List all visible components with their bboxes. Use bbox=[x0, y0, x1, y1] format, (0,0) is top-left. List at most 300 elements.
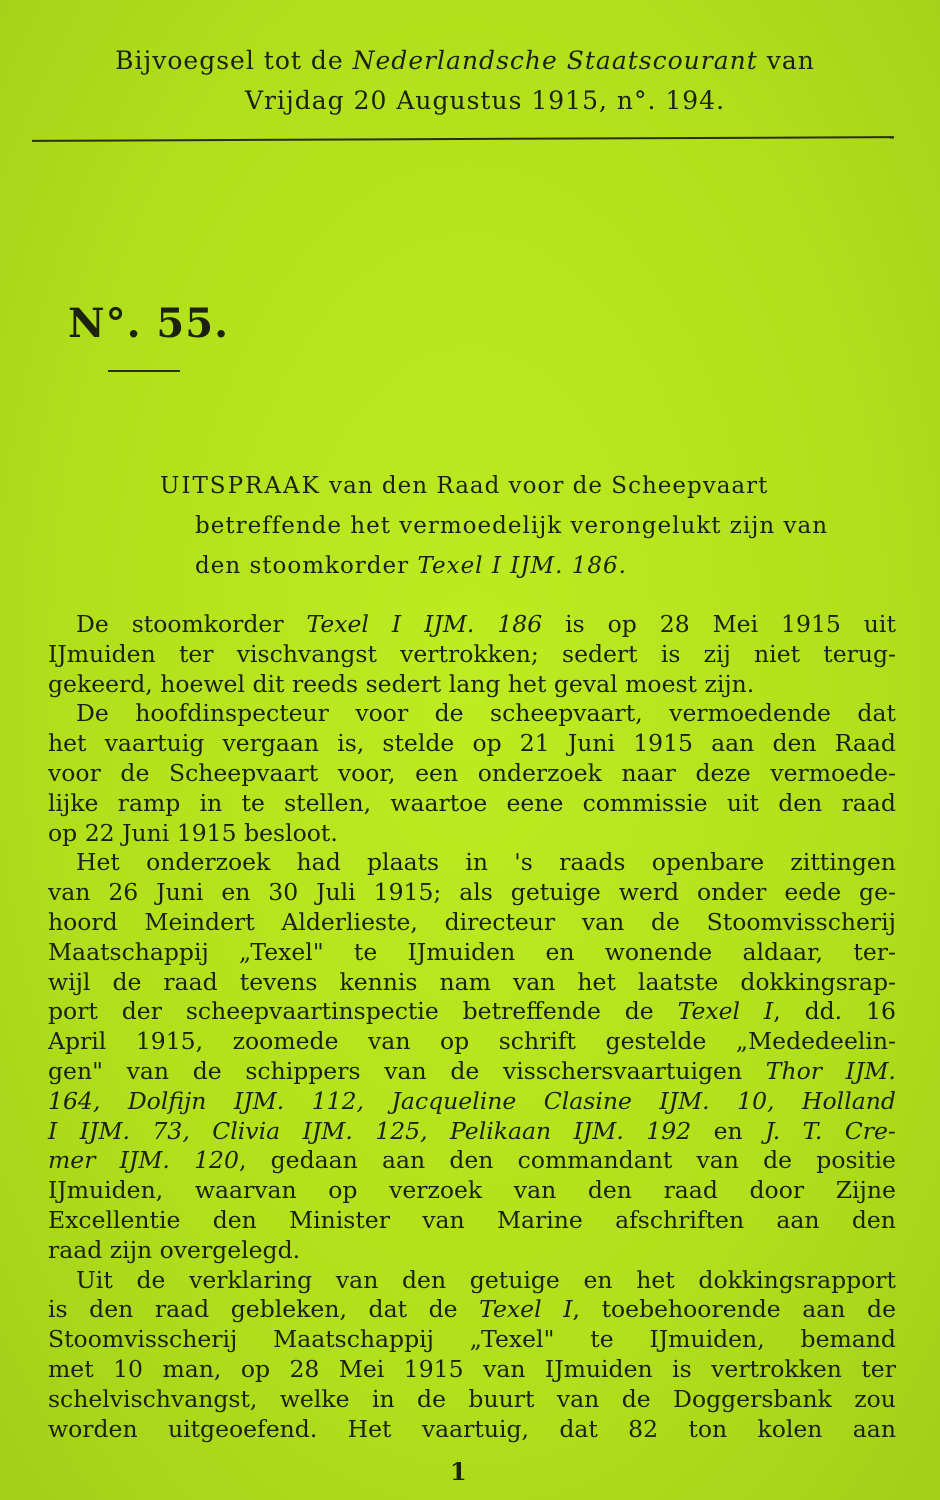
word: gestelde bbox=[605, 1027, 707, 1056]
word: bemand bbox=[800, 1325, 896, 1354]
word: port bbox=[48, 997, 98, 1026]
word: besloot. bbox=[244, 818, 338, 847]
word: laatste bbox=[637, 967, 719, 996]
word: openbare bbox=[651, 848, 765, 877]
text-line bbox=[48, 908, 896, 938]
word: op bbox=[472, 729, 502, 758]
word: gedaan bbox=[270, 1146, 358, 1175]
word: moest bbox=[625, 669, 697, 698]
word: schrift bbox=[498, 1027, 576, 1056]
word: Mei bbox=[712, 610, 759, 638]
word: IJmuiden bbox=[544, 1354, 653, 1383]
text-line bbox=[48, 997, 896, 1027]
italic-word: 10, bbox=[737, 1086, 775, 1115]
word: de bbox=[763, 1146, 793, 1175]
word: stoomkorder bbox=[131, 610, 284, 638]
word: de bbox=[621, 1384, 651, 1413]
title-line-3-pre: den stoomkorder bbox=[195, 553, 418, 579]
number-rule bbox=[108, 370, 180, 372]
word: hoord bbox=[48, 907, 118, 936]
text-line bbox=[48, 1415, 896, 1445]
word: commissie bbox=[582, 788, 708, 817]
word: 22 bbox=[84, 818, 115, 847]
word: der bbox=[121, 997, 162, 1026]
word: ter bbox=[861, 1354, 896, 1383]
word: dokkingsrapport bbox=[698, 1265, 896, 1294]
word: van bbox=[483, 1354, 526, 1383]
word: zittingen bbox=[790, 848, 896, 877]
word: te bbox=[590, 1325, 614, 1354]
word: te bbox=[353, 937, 378, 966]
word: raad bbox=[841, 788, 896, 817]
word: het bbox=[507, 669, 547, 698]
word: op bbox=[48, 818, 78, 847]
word: 28 bbox=[289, 1354, 320, 1383]
word: sedert bbox=[365, 669, 442, 698]
italic-word: Jacqueline bbox=[391, 1086, 517, 1115]
word: , bbox=[773, 997, 781, 1026]
word: „Texel" bbox=[469, 1325, 555, 1354]
word: het bbox=[577, 967, 616, 996]
word: uit bbox=[726, 788, 759, 817]
word: met bbox=[48, 1354, 94, 1383]
italic-word: Texel bbox=[677, 997, 741, 1026]
italic-word: IJM. bbox=[845, 1056, 896, 1085]
word: op bbox=[240, 1354, 271, 1383]
word: welke bbox=[279, 1384, 350, 1413]
word: is bbox=[672, 1354, 692, 1383]
word: te bbox=[241, 788, 265, 817]
word: aan bbox=[382, 1146, 426, 1175]
word: stellen, bbox=[284, 788, 372, 817]
word: reeds bbox=[291, 669, 359, 698]
text-line bbox=[48, 640, 896, 670]
word: Juni bbox=[567, 729, 616, 758]
word: werd bbox=[618, 878, 680, 907]
paragraph bbox=[48, 699, 896, 848]
italic-word: 192 bbox=[646, 1116, 692, 1145]
header-prefix: Bijvoegsel tot de bbox=[115, 46, 353, 75]
word: raad bbox=[663, 1176, 718, 1205]
word: de bbox=[651, 907, 680, 936]
word: nam bbox=[439, 967, 491, 996]
word: aan bbox=[711, 729, 755, 758]
word: getuige bbox=[469, 1265, 560, 1294]
word: vergaan bbox=[222, 729, 320, 758]
word: 82 bbox=[628, 1414, 659, 1443]
word: voor, bbox=[337, 758, 396, 787]
word: lijke bbox=[48, 788, 99, 817]
document-title bbox=[160, 466, 828, 586]
word: de bbox=[417, 1384, 446, 1413]
italic-word: Thor bbox=[765, 1056, 822, 1085]
word: zijn. bbox=[704, 669, 755, 698]
italic-word: 120 bbox=[194, 1146, 239, 1175]
word: 21 bbox=[519, 729, 550, 758]
text-line bbox=[48, 968, 896, 998]
word: Raad bbox=[834, 729, 896, 758]
word: den bbox=[89, 1295, 134, 1324]
word: dat bbox=[368, 1295, 408, 1324]
word: als bbox=[459, 878, 493, 907]
word: Juni bbox=[122, 818, 170, 847]
word: den bbox=[212, 1205, 257, 1234]
word: een bbox=[415, 758, 459, 787]
word: den bbox=[402, 1265, 447, 1294]
italic-word: 186 bbox=[497, 610, 543, 638]
word: Maatschappij bbox=[273, 1325, 434, 1354]
word: eene bbox=[506, 788, 564, 817]
text-line bbox=[48, 1355, 896, 1385]
word: ramp bbox=[117, 788, 181, 817]
word: de bbox=[434, 699, 464, 728]
text-line bbox=[48, 759, 896, 789]
title-line-3 bbox=[160, 546, 828, 586]
word: gekeerd, bbox=[48, 669, 153, 698]
word: raad bbox=[48, 1235, 103, 1264]
word: in bbox=[371, 1384, 395, 1413]
word: had bbox=[296, 848, 341, 877]
word: , bbox=[238, 1146, 247, 1175]
word: aan bbox=[852, 1414, 896, 1443]
word: afschriften bbox=[615, 1205, 745, 1234]
word: Zijne bbox=[835, 1176, 896, 1205]
word: Het bbox=[347, 1414, 392, 1443]
header-rule bbox=[32, 136, 894, 142]
italic-word: IJM. bbox=[233, 1086, 285, 1115]
word: 1915 bbox=[633, 729, 693, 758]
word: verzoek bbox=[389, 1176, 483, 1205]
italic-word: Dolfijn bbox=[127, 1086, 207, 1115]
word: 's bbox=[514, 848, 533, 877]
paragraph bbox=[48, 610, 896, 699]
word: betreffende bbox=[462, 997, 601, 1026]
word: gen" bbox=[48, 1056, 103, 1085]
word: ter- bbox=[853, 937, 896, 966]
word: van bbox=[422, 1205, 465, 1234]
word: de bbox=[428, 1295, 458, 1324]
word: , bbox=[572, 1295, 580, 1324]
word: van bbox=[335, 1265, 379, 1294]
italic-word: IJM. bbox=[302, 1116, 353, 1145]
italic-word: IJM. bbox=[573, 1116, 624, 1145]
word: den bbox=[587, 1176, 632, 1205]
word: is, bbox=[337, 729, 365, 758]
word: stelde bbox=[382, 729, 455, 758]
word: in bbox=[199, 788, 223, 817]
text-line bbox=[48, 1325, 896, 1355]
italic-word: J. bbox=[765, 1116, 781, 1145]
text-line bbox=[48, 1385, 896, 1415]
text-line bbox=[48, 1206, 896, 1236]
word: geval bbox=[553, 669, 618, 698]
word: is bbox=[48, 1295, 68, 1324]
word: overgelegd. bbox=[159, 1235, 301, 1264]
word: 1915 bbox=[781, 610, 841, 638]
word: 30 bbox=[268, 878, 299, 907]
word: den bbox=[778, 788, 823, 817]
word: ge- bbox=[859, 878, 896, 907]
italic-word: Texel bbox=[306, 610, 369, 638]
word: ton bbox=[688, 1414, 728, 1443]
word: de bbox=[450, 1056, 480, 1085]
word: eede bbox=[784, 878, 842, 907]
word: onderzoek bbox=[477, 758, 602, 787]
word: verklaring bbox=[189, 1265, 313, 1294]
word: scheepvaart, bbox=[490, 699, 643, 728]
word: Alderlieste, bbox=[281, 907, 418, 936]
word: van bbox=[581, 907, 625, 936]
text-line bbox=[48, 878, 896, 908]
word: uit bbox=[863, 610, 896, 638]
word: raad bbox=[163, 967, 218, 996]
word: vischvangst bbox=[236, 639, 377, 668]
text-line bbox=[48, 789, 896, 819]
italic-word: I bbox=[563, 1295, 573, 1324]
word: schippers bbox=[245, 1056, 361, 1085]
word: en bbox=[713, 1116, 743, 1145]
italic-word: Pelikaan bbox=[450, 1116, 552, 1145]
word: worden bbox=[48, 1414, 138, 1443]
text-line bbox=[48, 670, 896, 700]
paragraph bbox=[48, 1266, 896, 1445]
word: den bbox=[851, 1205, 896, 1234]
word: wonende bbox=[604, 937, 713, 966]
title-line-1 bbox=[160, 466, 828, 506]
word: kennis bbox=[339, 967, 418, 996]
word: van bbox=[556, 1384, 600, 1413]
word: gebleken, bbox=[230, 1295, 347, 1324]
word: aan bbox=[802, 1295, 846, 1324]
word: Stoomvisscherij bbox=[706, 907, 896, 936]
word: De bbox=[76, 699, 109, 728]
word: naar bbox=[621, 758, 676, 787]
word: van bbox=[513, 1176, 557, 1205]
word: niet bbox=[754, 639, 801, 668]
text-line bbox=[48, 1027, 896, 1057]
word: van bbox=[48, 878, 91, 907]
word: toebehoorende bbox=[601, 1295, 781, 1324]
word: IJmuiden, bbox=[649, 1325, 765, 1354]
word: „Mededeelin- bbox=[735, 1027, 896, 1056]
text-line bbox=[48, 1117, 896, 1147]
italic-word: T. bbox=[802, 1116, 823, 1145]
word: in bbox=[465, 848, 489, 877]
word: deze bbox=[695, 758, 751, 787]
word: Juli bbox=[316, 878, 356, 907]
word: raad bbox=[154, 1295, 210, 1324]
word: waartoe bbox=[390, 788, 488, 817]
italic-word: IJM. bbox=[119, 1146, 170, 1175]
word: Scheepvaart bbox=[168, 758, 319, 787]
word: terug- bbox=[823, 639, 896, 668]
word: wijl bbox=[48, 967, 91, 996]
italic-word: Holland bbox=[802, 1086, 896, 1115]
word: de bbox=[136, 1265, 166, 1294]
word: dat bbox=[857, 699, 896, 728]
paragraph bbox=[48, 848, 896, 1265]
word: aldaar, bbox=[742, 937, 824, 966]
word: Marine bbox=[496, 1205, 583, 1234]
header-date: Vrijdag 20 Augustus 1915, n°. 194. bbox=[244, 86, 726, 115]
word: dokkingsrap- bbox=[740, 967, 896, 996]
word: Uit bbox=[76, 1265, 113, 1294]
word: buurt bbox=[468, 1384, 535, 1413]
text-line bbox=[48, 848, 896, 878]
word: hoewel bbox=[160, 669, 245, 698]
text-line bbox=[48, 699, 896, 729]
word: 1915 bbox=[176, 818, 237, 847]
vessel-name: Texel I IJM. 186. bbox=[417, 553, 627, 579]
word: IJmuiden, bbox=[48, 1176, 164, 1205]
title-line-2: betreffende het vermoedelijk verongelukt zijn van bbox=[195, 513, 829, 539]
word: is bbox=[565, 610, 585, 638]
word: voor bbox=[48, 758, 101, 787]
text-line bbox=[48, 1266, 896, 1296]
italic-word: 125, bbox=[375, 1116, 428, 1145]
word: van bbox=[368, 1027, 411, 1056]
word: schelvischvangst, bbox=[48, 1384, 258, 1413]
word: onder bbox=[696, 878, 767, 907]
word: 10 bbox=[113, 1354, 143, 1383]
word: Maatschappij bbox=[48, 937, 209, 966]
word: 1915 bbox=[403, 1354, 464, 1383]
word: onderzoek bbox=[146, 848, 271, 877]
document-number: N°. 55. bbox=[68, 300, 230, 347]
text-line bbox=[48, 938, 896, 968]
word: 1915; bbox=[373, 878, 442, 907]
word: op bbox=[440, 1027, 470, 1056]
word: van bbox=[512, 967, 556, 996]
italic-word: mer bbox=[48, 1146, 96, 1175]
word: op bbox=[328, 1176, 358, 1205]
word: 28 bbox=[659, 610, 690, 638]
italic-word: I bbox=[763, 997, 774, 1026]
word: Stoomvisscherij bbox=[48, 1325, 238, 1354]
word: Juni bbox=[156, 878, 204, 907]
word: den bbox=[772, 729, 817, 758]
word: 1915, bbox=[135, 1027, 204, 1056]
word: raads bbox=[559, 848, 626, 877]
word: vaartuig bbox=[104, 729, 205, 758]
text-line bbox=[48, 610, 896, 640]
text-line bbox=[48, 1236, 896, 1266]
word: op bbox=[607, 610, 637, 638]
word: IJmuiden bbox=[48, 639, 156, 668]
word: het bbox=[636, 1265, 675, 1294]
header-publication: Nederlandsche Staatscourant bbox=[352, 46, 758, 75]
italic-word: I bbox=[48, 1116, 58, 1145]
word: 26 bbox=[108, 878, 139, 907]
word: de bbox=[112, 967, 142, 996]
page-number: 1 bbox=[450, 1457, 467, 1486]
text-line bbox=[48, 1087, 896, 1117]
word: de bbox=[867, 1295, 896, 1324]
word: vertrokken bbox=[711, 1354, 842, 1383]
text-line bbox=[48, 729, 896, 759]
word: en bbox=[221, 878, 251, 907]
word: Doggersbank bbox=[673, 1384, 832, 1413]
word: sedert bbox=[562, 639, 638, 668]
body-text bbox=[48, 610, 896, 1444]
italic-word: Texel bbox=[479, 1295, 542, 1324]
italic-word: I bbox=[391, 610, 402, 638]
word: „Texel" bbox=[239, 937, 324, 966]
word: de bbox=[624, 997, 654, 1026]
word: Excellentie bbox=[48, 1205, 181, 1234]
word: van bbox=[696, 1146, 739, 1175]
word: dit bbox=[252, 669, 285, 698]
word: het bbox=[48, 729, 87, 758]
word: uitgeoefend. bbox=[167, 1414, 318, 1443]
word: vermoedende bbox=[669, 699, 831, 728]
text-line bbox=[48, 1295, 896, 1325]
word: getuige bbox=[510, 878, 601, 907]
word: van bbox=[126, 1056, 170, 1085]
word: ter bbox=[178, 639, 214, 668]
word: commandant bbox=[517, 1146, 673, 1175]
word: tevens bbox=[239, 967, 318, 996]
italic-word: Clivia bbox=[212, 1116, 281, 1145]
word: aan bbox=[776, 1205, 820, 1234]
italic-word: 164, bbox=[48, 1086, 101, 1115]
word: April bbox=[48, 1027, 107, 1056]
header-line-1 bbox=[90, 46, 840, 76]
word: visschersvaartuigen bbox=[502, 1056, 743, 1085]
word: door bbox=[749, 1176, 805, 1205]
word: zijn bbox=[109, 1235, 153, 1264]
word: waarvan bbox=[194, 1176, 297, 1205]
word: den bbox=[449, 1146, 494, 1175]
word: Minister bbox=[289, 1205, 390, 1234]
word: hoofdinspecteur bbox=[135, 699, 329, 728]
word: de bbox=[120, 758, 150, 787]
word: de bbox=[192, 1056, 222, 1085]
word: vaartuig, bbox=[421, 1414, 529, 1443]
word: directeur bbox=[444, 907, 556, 936]
italic-word: 73, bbox=[152, 1116, 190, 1145]
word: voor bbox=[355, 699, 409, 728]
italic-word: IJM. bbox=[424, 610, 475, 638]
word: lang bbox=[448, 669, 501, 698]
word: zou bbox=[854, 1384, 896, 1413]
word: van bbox=[384, 1056, 427, 1085]
word: scheepvaartinspectie bbox=[185, 997, 439, 1026]
title-line-1-rest: van den Raad voor de Scheepvaart bbox=[320, 473, 769, 499]
word: is bbox=[660, 639, 681, 668]
italic-word: 112, bbox=[311, 1086, 365, 1115]
word: dd. bbox=[804, 997, 843, 1026]
italic-word: Clasine bbox=[543, 1086, 632, 1115]
word: De bbox=[76, 610, 109, 638]
word: vermoede- bbox=[770, 758, 896, 787]
word: positie bbox=[816, 1146, 896, 1175]
word: Mei bbox=[338, 1354, 385, 1383]
italic-word: IJM. bbox=[79, 1116, 130, 1145]
word: en bbox=[583, 1265, 613, 1294]
word: en bbox=[545, 937, 575, 966]
word: vertrokken; bbox=[400, 639, 539, 668]
word: IJmuiden bbox=[407, 937, 516, 966]
word: 16 bbox=[866, 997, 896, 1026]
italic-word: Cre- bbox=[844, 1116, 896, 1145]
text-line bbox=[48, 1146, 896, 1176]
word: dat bbox=[559, 1414, 598, 1443]
text-line bbox=[48, 819, 896, 849]
word: man, bbox=[162, 1354, 222, 1383]
word: zoomede bbox=[232, 1027, 339, 1056]
word: Meindert bbox=[144, 907, 255, 936]
